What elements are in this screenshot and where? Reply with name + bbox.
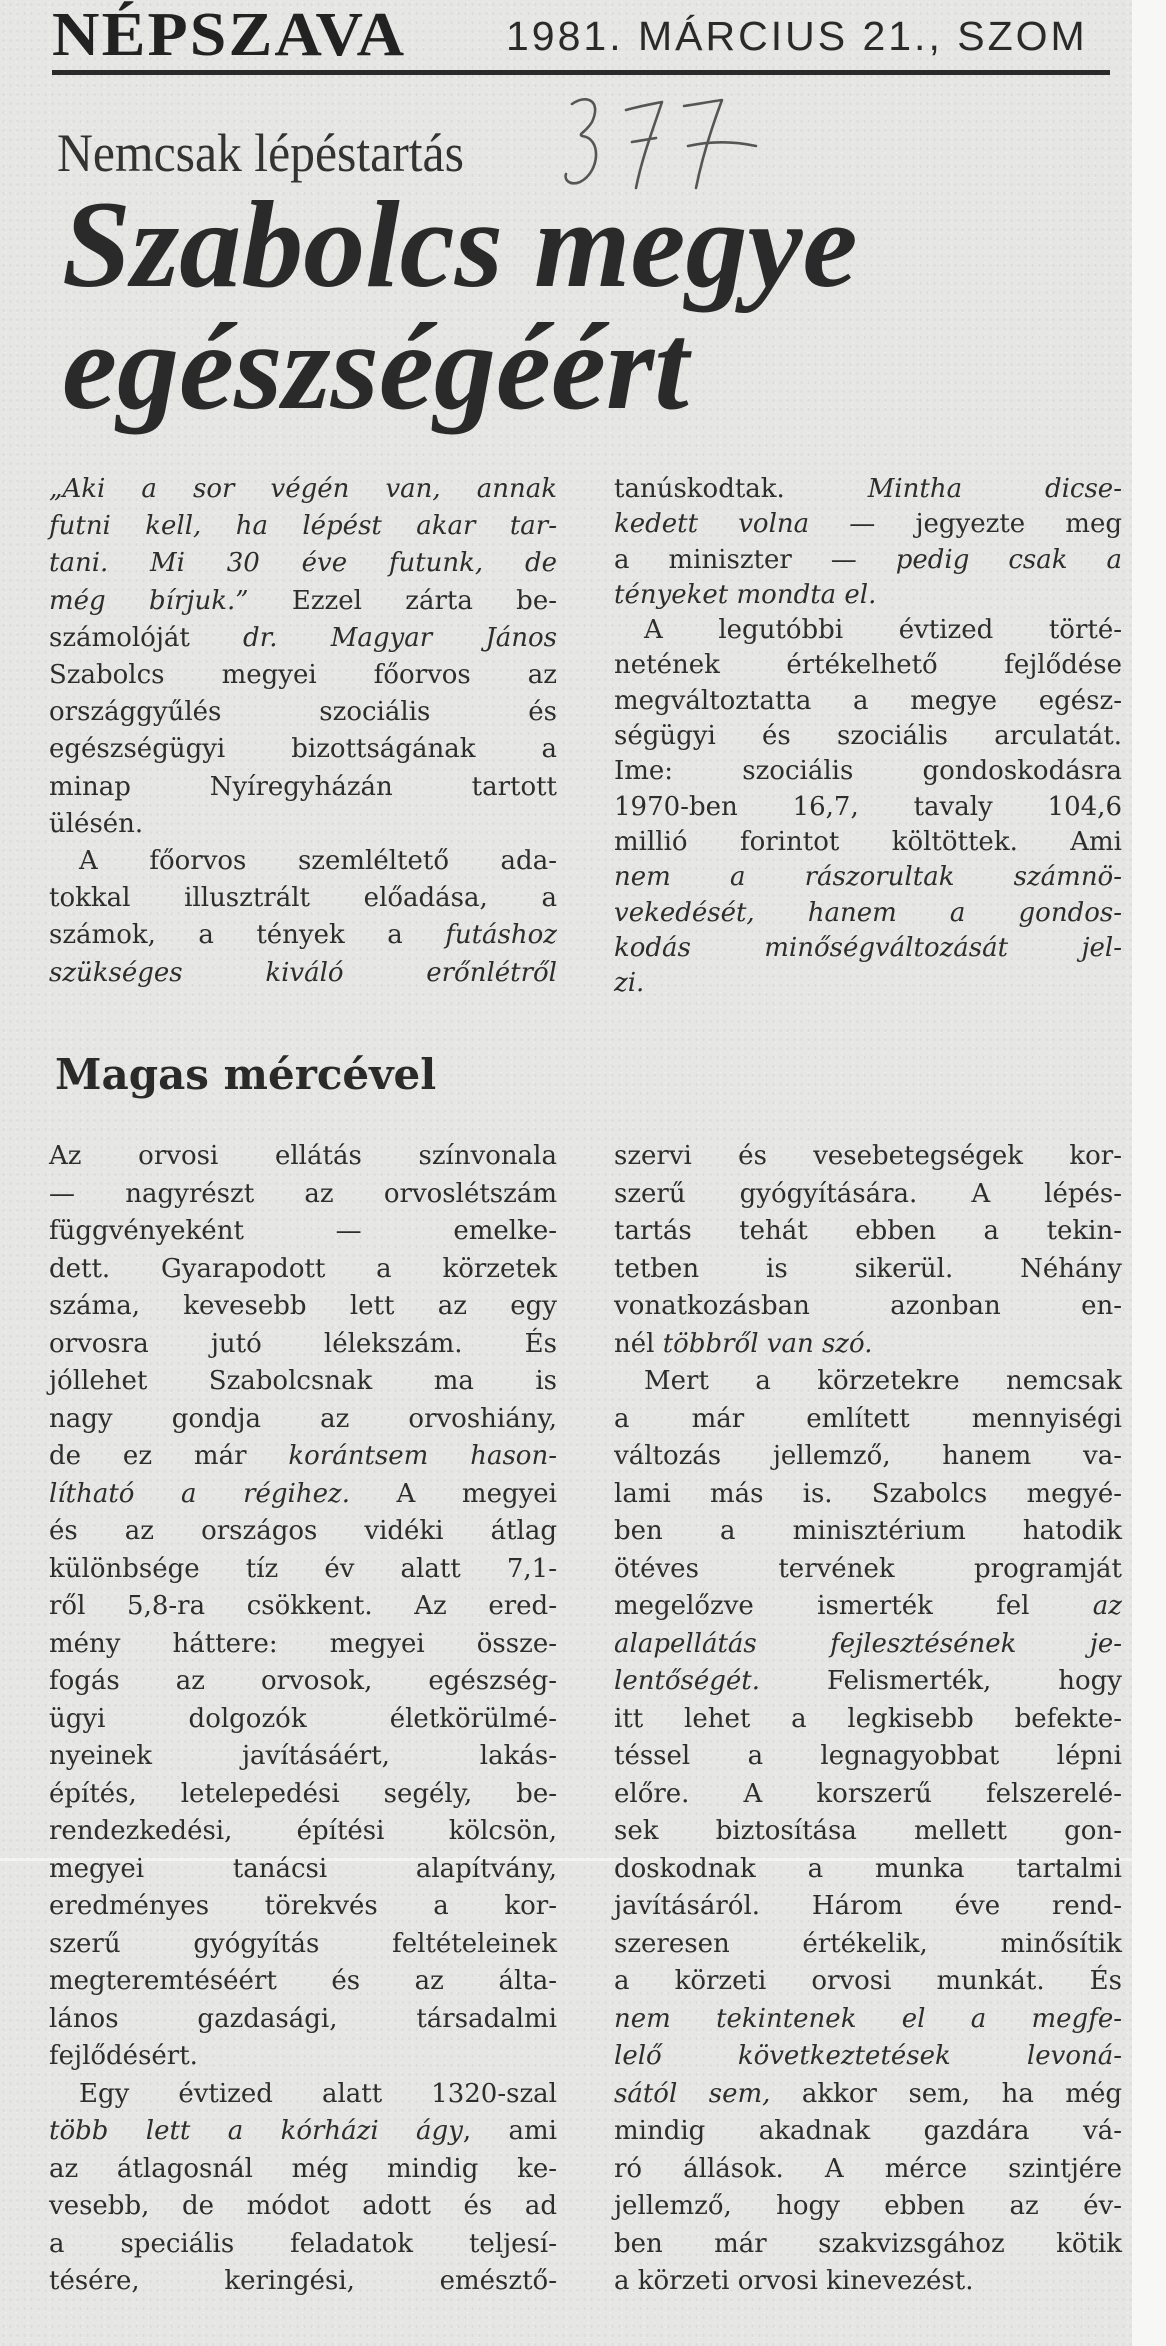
text-segment: de ez már <box>49 1441 289 1471</box>
text-segment: a körzeti orvosi munkát. És <box>614 1966 1122 1996</box>
text-line <box>614 648 1122 683</box>
text-line <box>49 2076 557 2114</box>
text-segment: Az orvosi ellátás színvonala <box>49 1141 557 1171</box>
text-segment: A megyei <box>349 1478 557 1509</box>
text-segment: mindig akadnak gazdára vá- <box>614 2116 1122 2146</box>
text-segment: ben a minisztérium hatodik <box>614 1516 1122 1546</box>
masthead-rule <box>52 70 1110 75</box>
text-segment: nél <box>614 1328 663 1359</box>
text-segment: jóllehet Szabolcsnak ma is <box>49 1366 557 1396</box>
text-line <box>49 583 557 620</box>
text-line <box>614 2188 1122 2226</box>
text-line <box>614 1588 1122 1626</box>
text-segment: vesebb, de módot adott és ad <box>49 2191 557 2221</box>
text-line <box>614 754 1122 789</box>
text-line <box>614 825 1122 860</box>
italic-text-segment: futni kell, ha lépést akar tar- <box>49 511 557 542</box>
column-left-top <box>49 471 557 992</box>
italic-text-segment: zi. <box>614 968 645 999</box>
text-line <box>49 1663 557 1701</box>
text-line <box>49 1438 557 1476</box>
text-segment: javításáról. Három éve rend- <box>614 1891 1122 1921</box>
text-line <box>614 896 1122 931</box>
text-segment: Ime: szociális gondoskodásra <box>614 756 1122 787</box>
italic-text-segment: sától sem, <box>614 2078 771 2109</box>
italic-text-segment: kodás minőségváltozását jel- <box>614 932 1122 963</box>
text-line <box>614 578 1122 613</box>
text-line <box>614 684 1122 719</box>
text-segment: szerű gyógyítás feltételeinek <box>49 1928 557 1959</box>
text-line <box>614 1813 1122 1851</box>
text-line <box>614 1926 1122 1964</box>
text-line <box>49 1551 557 1589</box>
text-line <box>49 806 557 843</box>
text-segment: itt lehet a legkisebb befekte- <box>614 1703 1122 1734</box>
text-line <box>614 966 1122 1001</box>
text-line <box>614 2226 1122 2264</box>
text-line <box>49 1288 557 1326</box>
text-line <box>49 1363 557 1401</box>
text-line <box>49 657 557 694</box>
text-line <box>49 1813 557 1851</box>
text-line <box>614 472 1122 507</box>
text-segment: akkor sem, ha még <box>770 2078 1122 2109</box>
text-segment: megteremtéséért és az álta- <box>49 1966 557 1996</box>
text-line <box>614 1288 1122 1326</box>
italic-text-segment: több lett a kórházi ágy <box>49 2116 463 2146</box>
text-line <box>49 2113 557 2151</box>
text-line <box>614 2113 1122 2151</box>
text-segment: ben már szakvizsgához kötik <box>614 2228 1122 2259</box>
text-line <box>49 1476 557 1514</box>
text-segment: és az országos vidéki átlag <box>49 1516 557 1546</box>
text-line <box>614 1363 1122 1401</box>
text-line <box>49 731 557 768</box>
text-segment: megváltoztatta a megye egész- <box>614 685 1122 716</box>
text-segment: szerű gyógyítására. A lépés- <box>614 1178 1122 1209</box>
text-segment: számok, a tények a <box>49 920 446 951</box>
text-segment: minap Nyíregyházán tartott <box>49 771 557 802</box>
text-line <box>614 543 1122 578</box>
text-segment: orvosra jutó lélekszám. És <box>49 1328 557 1359</box>
text-segment: számolóját <box>49 622 244 653</box>
text-segment: országgyűlés szociális és <box>49 697 557 728</box>
italic-text-segment: alapellátás fejlesztésének je- <box>614 1628 1122 1659</box>
italic-text-segment: nem a rászorultak számnö- <box>614 862 1122 893</box>
text-segment: Egy évtized alatt 1320-szal <box>79 2078 557 2109</box>
text-segment: a speciális feladatok teljesí- <box>49 2228 557 2259</box>
text-line <box>49 1251 557 1289</box>
text-line <box>49 917 557 954</box>
text-line <box>614 1176 1122 1214</box>
text-segment: megyei tanácsi alapítvány, <box>49 1853 557 1884</box>
italic-text-segment: dr. Magyar János <box>243 622 558 653</box>
text-line <box>49 1851 557 1889</box>
text-segment: nyeinek javításáért, lakás- <box>49 1741 557 1771</box>
column-right-bottom-clip <box>614 1138 1122 2318</box>
text-segment: A legutóbbi évtized törté- <box>644 615 1122 646</box>
text-line <box>49 1513 557 1551</box>
headline-line-1: Szabolcs megye <box>62 176 858 313</box>
text-line <box>614 2001 1122 2039</box>
text-segment: millió forintot költöttek. Ami <box>614 826 1122 857</box>
text-segment: ró állások. A mérce szintjére <box>614 2153 1122 2184</box>
text-segment: Felismerték, hogy <box>760 1666 1122 1696</box>
text-segment: ről 5,8-ra csökkent. Az ered- <box>49 1591 557 1621</box>
issue-date: 1981. MÁRCIUS 21., SZOM <box>506 13 1088 59</box>
text-line <box>614 1888 1122 1926</box>
text-line <box>614 1138 1122 1176</box>
italic-text-segment: korántsem hason- <box>288 1441 557 1471</box>
text-segment: fejlődésért. <box>49 2041 198 2071</box>
text-line <box>614 1513 1122 1551</box>
text-segment: a már említett mennyiségi <box>614 1403 1122 1434</box>
text-line <box>49 694 557 731</box>
text-line <box>614 1326 1122 1364</box>
text-line <box>49 620 557 657</box>
text-segment: függvényeként — emelke- <box>49 1216 557 1246</box>
text-segment: sek biztosítása mellett gon- <box>614 1816 1122 1846</box>
text-segment: az átlagosnál még mindig ke- <box>49 2153 557 2184</box>
italic-text-segment: tani. Mi 30 éve futunk, de <box>49 548 557 579</box>
text-segment: tésére, keringési, emésztő- <box>49 2266 557 2296</box>
column-right-top <box>614 472 1122 1001</box>
text-line <box>614 1401 1122 1439</box>
text-line <box>49 2226 557 2264</box>
italic-text-segment: nem tekintenek el a megfe- <box>614 2003 1122 2034</box>
text-line <box>49 1888 557 1926</box>
column-right-top-clip <box>614 472 1122 1032</box>
text-line <box>49 1776 557 1814</box>
text-line <box>614 1663 1122 1701</box>
italic-text-segment: lítható a régihez. <box>49 1478 350 1509</box>
text-segment: tartás tehát ebben a tekin- <box>614 1216 1122 1246</box>
text-line <box>614 1213 1122 1251</box>
italic-text-segment: lentőségét. <box>614 1666 761 1696</box>
text-line <box>49 2188 557 2226</box>
text-segment: tanúskodtak. <box>614 474 868 504</box>
italic-text-segment: még bírjuk.” <box>49 585 249 616</box>
text-line <box>614 1438 1122 1476</box>
text-segment: lános gazdasági, társadalmi <box>49 2003 557 2034</box>
text-line <box>614 1551 1122 1589</box>
text-segment: fogás az orvosok, egészség- <box>49 1666 557 1696</box>
text-line <box>614 1701 1122 1739</box>
text-segment: Szabolcs megyei főorvos az <box>49 660 557 691</box>
text-line <box>49 880 557 917</box>
text-line <box>49 1176 557 1214</box>
text-line <box>614 1476 1122 1514</box>
text-line <box>49 2038 557 2076</box>
text-line <box>49 843 557 880</box>
text-line <box>49 1738 557 1776</box>
text-line <box>614 790 1122 825</box>
italic-text-segment: kedett volna <box>614 509 810 540</box>
text-segment: száma, kevesebb lett az egy <box>49 1291 557 1321</box>
italic-text-segment: futáshoz <box>445 920 557 951</box>
text-line <box>614 1738 1122 1776</box>
text-segment: — nagyrészt az orvoslétszám <box>49 1178 557 1209</box>
text-line <box>614 1626 1122 1664</box>
italic-text-segment: Mintha dicse- <box>867 474 1122 504</box>
text-segment: eredményes törekvés a kor- <box>49 1891 557 1921</box>
text-line <box>49 1401 557 1439</box>
text-line <box>614 1251 1122 1289</box>
text-line <box>49 1213 557 1251</box>
text-segment: doskodnak a munka tartalmi <box>614 1853 1122 1884</box>
text-segment: ülésén. <box>49 808 144 839</box>
text-segment: — jegyezte meg <box>809 509 1122 540</box>
italic-text-segment: lelő következtetések levoná- <box>614 2041 1122 2071</box>
italic-text-segment: vekedését, hanem a gondos- <box>614 897 1122 928</box>
italic-text-segment: szükséges kiváló erőnlétről <box>49 957 557 988</box>
text-line <box>614 719 1122 754</box>
text-line <box>614 1776 1122 1814</box>
text-segment: Mert a körzetekre nemcsak <box>644 1366 1122 1396</box>
column-right-bottom <box>614 1138 1122 2301</box>
text-segment: ügyi dolgozók életkörülmé- <box>49 1703 557 1734</box>
text-line <box>49 2263 557 2301</box>
text-line <box>614 1963 1122 2001</box>
text-segment: netének értékelhető fejlődése <box>614 650 1122 681</box>
text-segment: rendezkedési, építési kölcsön, <box>49 1816 557 1846</box>
text-line <box>614 931 1122 966</box>
text-segment: tetben is sikerül. Néhány <box>614 1253 1122 1284</box>
section-subhead: Magas mércével <box>55 1050 437 1099</box>
text-line <box>614 1851 1122 1889</box>
headline-line-2: egészségéért <box>62 298 689 435</box>
text-line <box>614 2076 1122 2114</box>
text-line <box>49 508 557 545</box>
text-line <box>49 545 557 582</box>
text-line <box>614 613 1122 648</box>
column-left-bottom <box>49 1138 557 2301</box>
text-segment: a miniszter — <box>614 544 896 575</box>
text-segment: , ami <box>462 2116 557 2146</box>
article-kicker: Nemcsak lépéstartás <box>57 123 464 183</box>
masthead <box>0 0 1110 70</box>
text-segment: a körzeti orvosi kinevezést. <box>614 2266 974 2296</box>
text-segment: A főorvos szemléltető ada- <box>79 846 557 877</box>
text-segment: vonatkozásban azonban en- <box>614 1291 1122 1321</box>
text-line <box>49 1701 557 1739</box>
text-line <box>614 860 1122 895</box>
text-line <box>49 2001 557 2039</box>
text-segment: egészségügyi bizottságának a <box>49 734 557 765</box>
text-segment: téssel a legnagyobbat lépni <box>614 1741 1122 1771</box>
italic-text-segment: pedig csak a <box>895 544 1122 575</box>
italic-text-segment: „Aki a sor végén van, annak <box>49 474 557 504</box>
text-line <box>614 2263 1122 2301</box>
text-segment: ségügyi és szociális arculatát. <box>614 721 1122 752</box>
text-segment: nagy gondja az orvoshiány, <box>49 1403 557 1434</box>
text-line <box>49 1326 557 1364</box>
text-line <box>49 769 557 806</box>
text-segment: tokkal illusztrált előadása, a <box>49 883 557 914</box>
text-segment: különbsége tíz év alatt 7,1- <box>49 1553 557 1584</box>
italic-text-segment: többről van szó. <box>662 1328 873 1359</box>
text-line <box>49 2151 557 2189</box>
text-line <box>614 2038 1122 2076</box>
text-line <box>49 471 557 508</box>
text-segment: megelőzve ismerték fel <box>614 1591 1093 1621</box>
text-segment: ötéves tervének programját <box>614 1553 1122 1584</box>
text-segment: dett. Gyarapodott a körzetek <box>49 1253 557 1284</box>
italic-text-segment: az <box>1092 1591 1122 1621</box>
text-segment: jellemző, hogy ebben az év- <box>614 2191 1122 2221</box>
text-segment: szeresen értékelik, minősítik <box>614 1928 1122 1959</box>
text-line <box>614 2151 1122 2189</box>
text-segment: mény háttere: megyei össze- <box>49 1628 557 1659</box>
text-line <box>49 1138 557 1176</box>
italic-text-segment: tényeket mondta el. <box>614 579 877 610</box>
text-segment: változás jellemző, hanem va- <box>614 1441 1122 1471</box>
text-segment: Ezzel zárta be- <box>248 585 557 616</box>
newspaper-name: NÉPSZAVA <box>52 1 407 69</box>
text-line <box>49 1926 557 1964</box>
text-segment: szervi és vesebetegségek kor- <box>614 1141 1122 1171</box>
text-line <box>49 1588 557 1626</box>
text-segment: 1970-ben 16,7, tavaly 104,6 <box>614 791 1122 822</box>
text-segment: előre. A korszerű felszerelé- <box>614 1778 1122 1809</box>
text-line <box>49 955 557 992</box>
text-segment: lami más is. Szabolcs megyé- <box>614 1478 1122 1509</box>
text-line <box>49 1626 557 1664</box>
text-segment: építés, letelepedési segély, be- <box>49 1778 557 1809</box>
text-line <box>614 507 1122 542</box>
text-line <box>49 1963 557 2001</box>
